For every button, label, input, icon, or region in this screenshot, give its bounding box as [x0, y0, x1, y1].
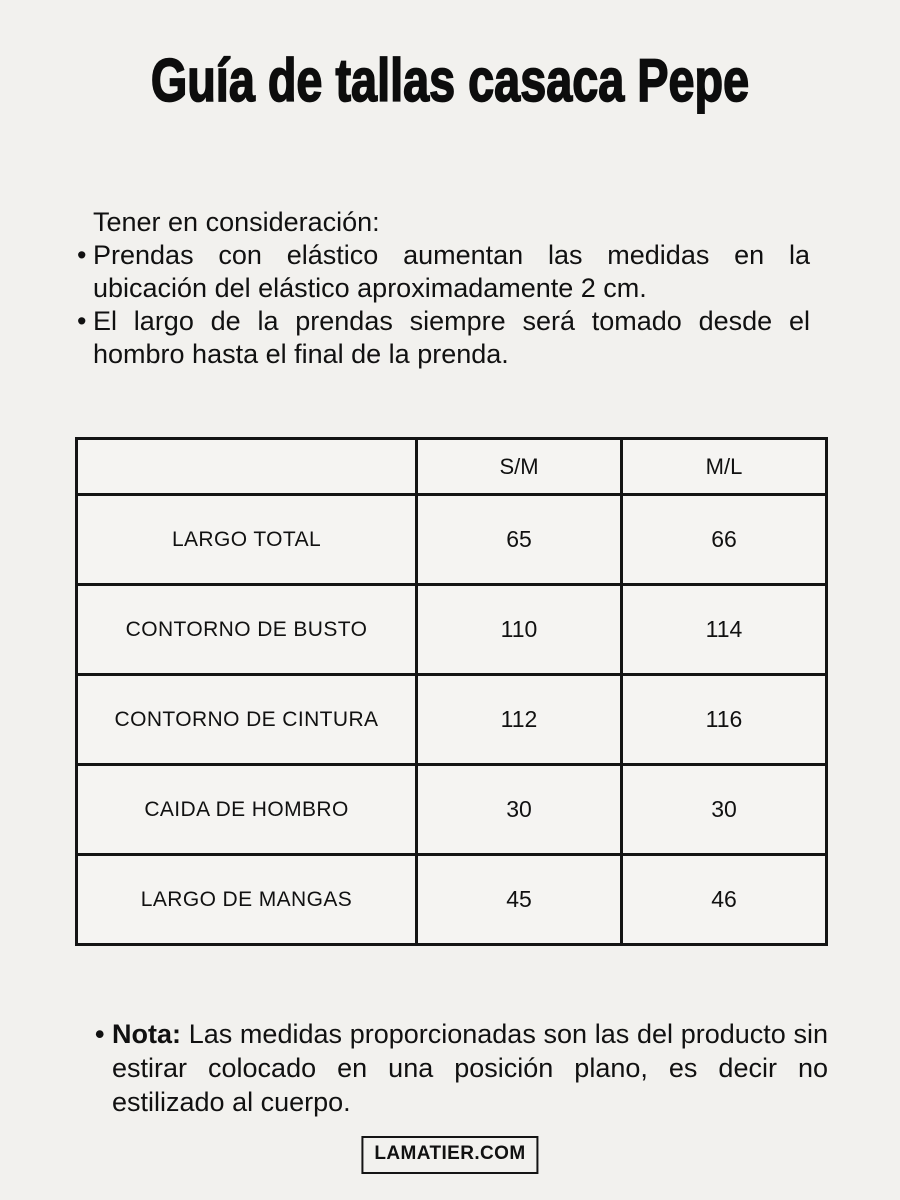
measurement-label-cell: LARGO DE MANGAS: [77, 855, 417, 945]
size-table: [75, 437, 828, 946]
size-column-header: S/M: [417, 439, 622, 495]
measurement-value-cell: 110: [417, 585, 622, 675]
table-row: [77, 855, 827, 945]
brand-badge: LAMATIER.COM: [361, 1136, 538, 1174]
list-item: [77, 305, 810, 371]
measurement-label-cell: LARGO TOTAL: [77, 495, 417, 585]
page-title: Guía de tallas casaca Pepe: [150, 47, 750, 114]
table-row: [77, 765, 827, 855]
measurement-value-cell: 66: [622, 495, 827, 585]
bullet-icon: •: [77, 306, 87, 336]
measurement-value-cell: 46: [622, 855, 827, 945]
measurement-label-cell: CAIDA DE HOMBRO: [77, 765, 417, 855]
measurement-value-cell: 116: [622, 675, 827, 765]
size-column-header: M/L: [622, 439, 827, 495]
considerations-list: [77, 239, 810, 371]
list-item-text: El largo de la prendas siempre será tomado desde el hombro hasta el final de la prenda.: [93, 306, 810, 369]
note-label: Nota:: [112, 1019, 181, 1049]
measurement-value-cell: 65: [417, 495, 622, 585]
corner-header-cell: [77, 439, 417, 495]
measurement-label-cell: CONTORNO DE BUSTO: [77, 585, 417, 675]
considerations-heading: Tener en consideración:: [93, 207, 380, 237]
list-item: [77, 239, 810, 305]
measurement-value-cell: 45: [417, 855, 622, 945]
measurement-value-cell: 114: [622, 585, 827, 675]
table-row: [77, 585, 827, 675]
measurement-value-cell: 112: [417, 675, 622, 765]
note-text: Las medidas proporcionadas son las del producto sin estirar colocado en una posición plano, es decir no estilizado al cuerpo.: [112, 1019, 828, 1117]
note-section: [95, 1017, 828, 1119]
table-row: [77, 495, 827, 585]
measurement-value-cell: 30: [417, 765, 622, 855]
measurement-label-cell: CONTORNO DE CINTURA: [77, 675, 417, 765]
measurement-value-cell: 30: [622, 765, 827, 855]
bullet-icon: •: [95, 1019, 105, 1049]
table-header-row: [77, 439, 827, 495]
bullet-icon: •: [77, 240, 87, 270]
list-item-text: Prendas con elástico aumentan las medidas en la ubicación del elástico aproximadamente 2 cm.: [93, 240, 810, 303]
considerations-section: [77, 206, 810, 371]
table-row: [77, 675, 827, 765]
